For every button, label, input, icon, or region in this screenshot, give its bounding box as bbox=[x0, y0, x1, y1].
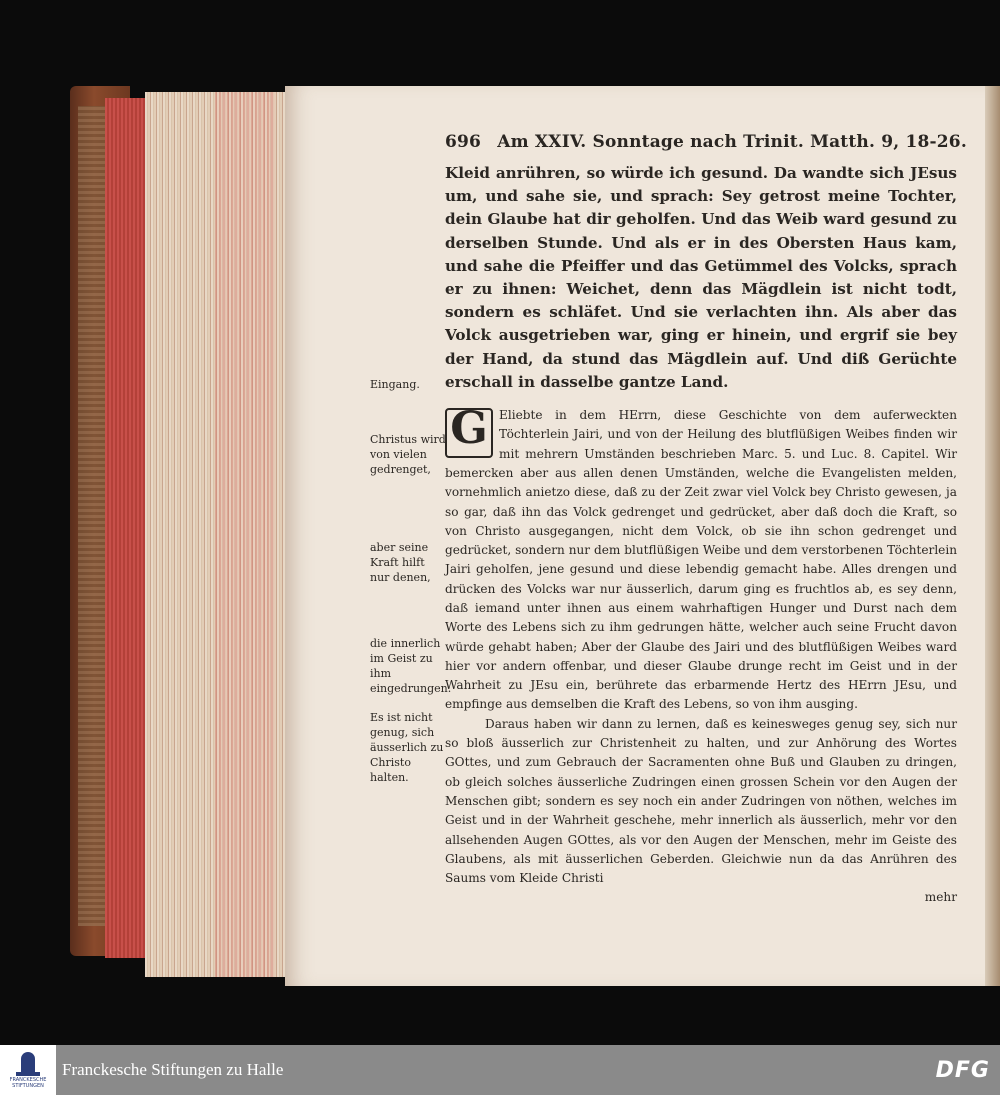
page-stack bbox=[145, 92, 295, 977]
scripture-quote: Kleid anrühren, so würde ich gesund. Da wandte sich JEsus um, und sahe sie, und sprach: Sey getrost meine Tochter, dein Glaube hat dir geholfen. Und das Weib ward gesund zu derselben Stunde. Und als er in des Obersten Haus kam, und sahe die Pfeiffer und das Getümmel des Volcks, sprach er zu ihnen: Weichet, denn das Mägdlein ist nicht todt, sondern es schläfet. Und sie verlachten ihn. Als aber das Volck ausgetrieben war, ging er hinein, und ergrif sie bey der Hand, da stund das Mägdlein auf. Und diß Gerüchte erschall in dasselbe gantze Land. bbox=[445, 164, 957, 391]
paragraph-text: Eliebte in dem HErrn, diese Geschichte von dem auferweckten Töchterlein Jairi, und von der Heilung des blutflüßigen Weibes finden wir mit mehrern Umständen beschrieben Marc. 5. und Luc. 8. Capitel. Wir bemercken aber aus allen denen Umständen, welche die Evangelisten melden, vornehmlich anietzo diese, daß zu der Zeit zwar viel Volck bey Christo gewesen, ja so gar, daß ihn das Volck gedrenget und gedrücket, aber daß doch die Kraft, so von Christo ausgegangen, nicht dem Volck, ob sie ihn schon gedrenget und gedrücket, sondern nur dem blutflüßigen Weibe und dem verstorbenen Töchterlein Jairi geholfen, jene gesund und diese lebendig gemacht habe. Alles drengen und drücken des Volcks war nur äusserlich, darum ging es fruchtlos ab, es sey denn, daß iemand unter ihnen aus einem wahrhaftigen Hunger und Durst nach dem Worte des Lebens sich zu ihm gedrungen hätte, welcher auch seine Frucht davon würde gehabt haben; Aber der Glaube des Jairi und des blutflüßigen Weibes ward hier vor andern offenbar, und dieser Glaube drunge recht im Geist und in der Wahrheit zu JEsu ein, berührete das erbarmende Hertz des HErrn JEsu, und empfinge aus demselben die Kraft des Lebens, so von ihm ausging. bbox=[445, 408, 957, 712]
catchword: mehr bbox=[924, 890, 957, 905]
institution-name[interactable]: Franckesche Stiftungen zu Halle bbox=[62, 1060, 284, 1079]
running-head bbox=[445, 132, 967, 152]
margin-note-eingang: Eingang. bbox=[370, 378, 420, 391]
page-edges-red bbox=[105, 98, 150, 958]
paragraph: Daraus haben wir dann zu lernen, daß es keinesweges genug sey, sich nur so bloß äusserlich zur Christenheit zu halten, und zur Anhörung des Wortes GOttes, und zum Gebrauch der Sacramenten ohne Buß und Glauben zu dringen, ob gleich solches äusserliche Zudringen einen grossen Schein vor den Augen der Menschen gibt; sondern es sey noch ein ander Zudringen von nöthen, welches im Geist und in der Wahrheit geschehe, mehr innerlich als äusserlich, mehr vor den allsehenden Augen GOttes, als vor den Augen der Menschen, mehr im Geiste des Glaubens, als mit äusserlichen Geberden. Gleichwie nun da das Anrühren des Saums vom Kleide Christi bbox=[445, 716, 957, 886]
drop-cap: G bbox=[445, 408, 493, 458]
page-number: 696 bbox=[445, 132, 482, 152]
running-head-title: Am XXIV. Sonntage nach Trinit. Matth. 9, 18-26. bbox=[497, 132, 967, 152]
franckesche-logo[interactable] bbox=[0, 1045, 56, 1095]
logo-text: FRANCKESCHE STIFTUNGEN bbox=[9, 1076, 47, 1089]
paragraph bbox=[445, 403, 957, 715]
sermon-text bbox=[445, 403, 957, 907]
margin-note-kraft: aber seine Kraft hilft nur denen, bbox=[370, 541, 431, 584]
margin-note-genug: Es ist nicht genug, sich äusserlich zu Christo halten. bbox=[370, 711, 444, 784]
viewer-footer bbox=[0, 1045, 1000, 1095]
margin-note-innerlich: die innerlich im Geist zu ihm eingedrungen. bbox=[370, 637, 452, 695]
building-icon bbox=[21, 1052, 35, 1074]
margin-note-christus: Christus wird von vielen gedrenget, bbox=[370, 433, 446, 476]
dfg-logo[interactable]: DFG bbox=[935, 1057, 990, 1083]
page-right-edge bbox=[985, 86, 1000, 986]
page-content bbox=[445, 132, 967, 907]
